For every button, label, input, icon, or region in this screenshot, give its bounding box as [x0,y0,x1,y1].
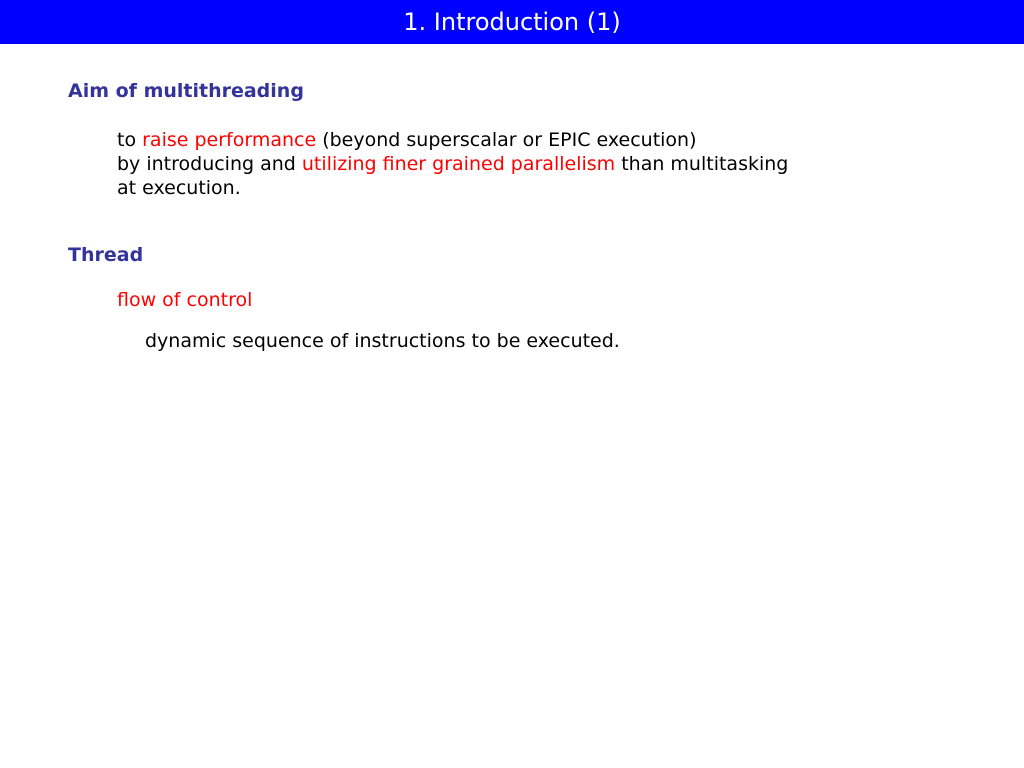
aim-line-1 [117,128,697,152]
highlight-raise-performance: raise performance [142,129,317,151]
slide-title: 1. Introduction (1) [0,0,1024,44]
thread-term: flow of control [117,289,253,311]
aim-line-1-start: to [117,129,143,151]
heading-aim: Aim of multithreading [68,80,304,102]
thread-definition: dynamic sequence of instructions to be executed. [145,330,620,352]
aim-line-3: at execution. [117,177,241,199]
aim-line-1-end: (beyond superscalar or EPIC execution) [316,129,697,151]
aim-line-2 [117,152,788,176]
aim-line-2-end: than multitasking [615,153,789,175]
heading-thread: Thread [68,244,144,266]
aim-line-2-start: by introducing and [117,153,302,175]
highlight-finer-parallelism: utilizing finer grained parallelism [301,153,616,175]
